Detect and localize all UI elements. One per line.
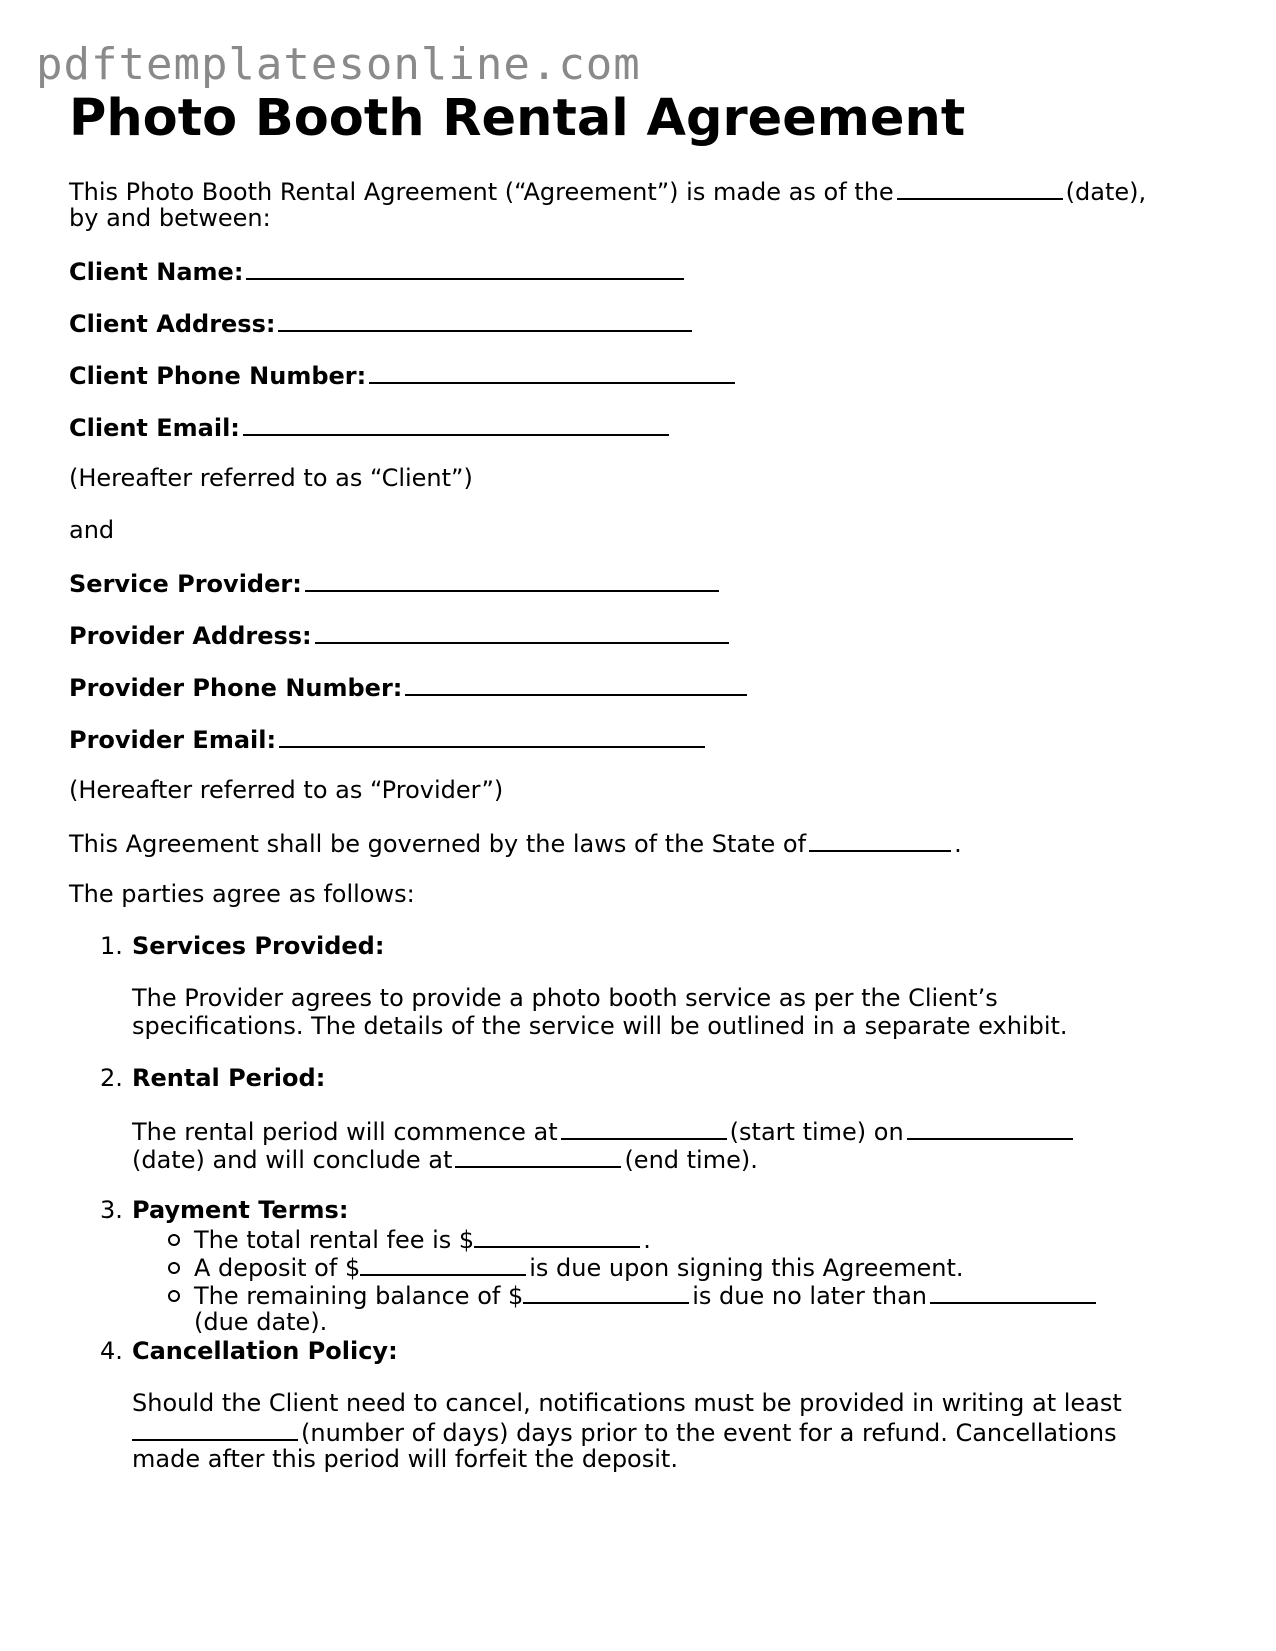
section-2-body-line-1 [132, 1116, 1076, 1147]
payment-text: A deposit of $ [194, 1254, 361, 1282]
field-label: Client Email: [69, 414, 240, 442]
payment-text: The total rental fee is $ [194, 1226, 475, 1254]
section-3-number: 3. [100, 1196, 123, 1224]
client-address-field [69, 308, 695, 339]
provider-email-blank[interactable] [279, 724, 705, 748]
section-4-body-line-3: made after this period will forfeit the deposit. [132, 1445, 678, 1473]
due-date-blank[interactable] [930, 1280, 1096, 1304]
client-name-field [69, 256, 687, 287]
rental-text: (end time). [624, 1146, 758, 1174]
provider-address-field [69, 620, 732, 651]
end-time-blank[interactable] [455, 1144, 621, 1168]
client-phone-blank[interactable] [369, 360, 735, 384]
state-blank[interactable] [809, 828, 951, 852]
start-time-blank[interactable] [561, 1116, 727, 1140]
provider-phone-field [69, 672, 750, 703]
rental-text: (start time) on [729, 1118, 904, 1146]
intro-line-1 [69, 176, 1146, 207]
days-blank[interactable] [132, 1417, 298, 1441]
document-title: Photo Booth Rental Agreement [69, 89, 966, 148]
provider-referred: (Hereafter referred to as “Provider”) [69, 776, 504, 804]
field-label: Service Provider: [69, 570, 302, 598]
balance-blank[interactable] [523, 1280, 689, 1304]
section-2-body-line-2 [132, 1144, 758, 1175]
watermark: pdftemplatesonline.com [36, 39, 641, 90]
date-blank[interactable] [897, 176, 1063, 200]
intro-text: This Photo Booth Rental Agreement (“Agreement”) is made as of the [69, 178, 894, 206]
client-email-blank[interactable] [243, 412, 669, 436]
client-referred: (Hereafter referred to as “Client”) [69, 464, 473, 492]
service-provider-blank[interactable] [305, 568, 719, 592]
field-label: Client Name: [69, 258, 244, 286]
client-name-blank[interactable] [246, 256, 684, 280]
payment-balance [194, 1280, 1099, 1311]
total-fee-blank[interactable] [474, 1224, 640, 1248]
bullet-icon [168, 1290, 180, 1302]
section-1-body-line-1: The Provider agrees to provide a photo booth service as per the Client’s [132, 984, 998, 1012]
section-4-body-line-2 [132, 1417, 1117, 1448]
field-label: Provider Email: [69, 726, 277, 754]
cancellation-text: (number of days) days prior to the event for a refund. Cancellations [301, 1419, 1117, 1447]
field-label: Client Phone Number: [69, 362, 367, 390]
client-email-field [69, 412, 672, 443]
section-4-number: 4. [100, 1337, 123, 1365]
field-label: Client Address: [69, 310, 276, 338]
deposit-blank[interactable] [360, 1252, 526, 1276]
payment-text: is due upon signing this Agreement. [529, 1254, 964, 1282]
rental-text: (date) and will conclude at [132, 1146, 453, 1174]
service-provider-field [69, 568, 722, 599]
field-label: Provider Address: [69, 622, 312, 650]
provider-address-blank[interactable] [315, 620, 729, 644]
payment-deposit [194, 1252, 964, 1283]
governing-suffix: . [954, 830, 962, 858]
intro-line-2: by and between: [69, 204, 271, 232]
section-4-body-line-1: Should the Client need to cancel, notifications must be provided in writing at least [132, 1389, 1122, 1417]
bullet-icon [168, 1234, 180, 1246]
rental-date-blank[interactable] [907, 1116, 1073, 1140]
payment-text: is due no later than [692, 1282, 927, 1310]
payment-text: The remaining balance of $ [194, 1282, 524, 1310]
and-text: and [69, 516, 115, 544]
section-1-number: 1. [100, 932, 123, 960]
governing-text: This Agreement shall be governed by the laws of the State of [69, 830, 807, 858]
provider-phone-blank[interactable] [405, 672, 747, 696]
client-address-blank[interactable] [278, 308, 692, 332]
client-phone-field [69, 360, 738, 391]
payment-text: . [643, 1226, 651, 1254]
section-1-body-line-2: specifications. The details of the service will be outlined in a separate exhibit. [132, 1012, 1068, 1040]
section-4-heading: Cancellation Policy: [132, 1337, 398, 1365]
intro-suffix: (date), [1065, 178, 1147, 206]
section-2-heading: Rental Period: [132, 1064, 326, 1092]
payment-total-fee [194, 1224, 651, 1255]
rental-text: The rental period will commence at [132, 1118, 558, 1146]
payment-balance-line-2: (due date). [194, 1308, 328, 1336]
section-2-number: 2. [100, 1064, 123, 1092]
section-1-heading: Services Provided: [132, 932, 385, 960]
governing-law [69, 828, 962, 859]
section-3-heading: Payment Terms: [132, 1196, 349, 1224]
agree-text: The parties agree as follows: [69, 880, 415, 908]
bullet-icon [168, 1262, 180, 1274]
field-label: Provider Phone Number: [69, 674, 403, 702]
provider-email-field [69, 724, 708, 755]
